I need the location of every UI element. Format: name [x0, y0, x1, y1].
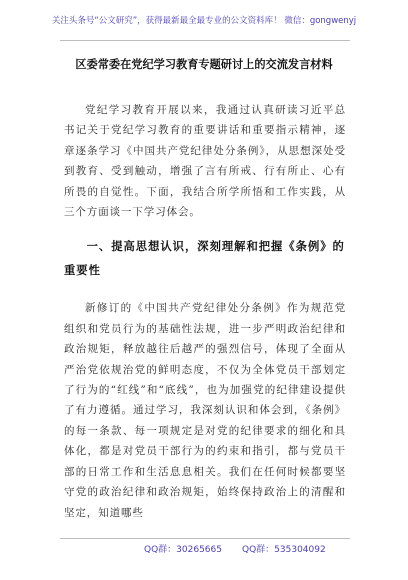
footer-qq-group-2: QQ群：535304092 [242, 545, 326, 555]
header-banner: 关注头条号“公文研究”，获得最新最全最专业的公文资料库！ 微信：gongwenyj [51, 16, 357, 26]
header-divider [60, 40, 350, 41]
document-title: 区委常委在党纪学习教育专题研讨上的交流发言材料 [75, 57, 333, 71]
intro-paragraph: 党纪学习教育开展以来，我通过认真研读习近平总书记关于党纪学习教育的重要讲话和重要指示精神，逐章逐条学习《中国共产党纪律处分条例》，从思想深处受到教育、受到触动，增强了言有所戒、行有所止、心有所畏的自觉性。下面，我结合所学所悟和工作实践，从三个方面谈一下学习体会。 [64, 104, 346, 219]
section-heading: 一、提高思想认识，深刻理解和把握《条例》的重要性 [64, 239, 345, 278]
document-body [64, 100, 346, 523]
footer-qq-group-1: QQ群：30265665 [144, 545, 222, 555]
section-paragraph: 新修订的《中国共产党纪律处分条例》作为规范党组织和党员行为的基础性法规，进一步严明政治纪律和政治规矩，释放越往后越严的强烈信号，体现了全面从严治党依规治党的鲜明态度，不仅为全体党员干部划定了行为的“红线”和“底线”，也为加强党的纪律建设提供了有力遵循。通过学习，我深刻认识和体会到，《条例》的每一条款、每一项规定是对党的纪律要求的细化和具体化，都是对党员干部行为的约束和指引，都与党员干部的日常工作和生活息息相关。我们在任何时候都要坚守党的政治纪律和政治规矩，始终保持政治上的清醒和坚定，知道哪些 [64, 302, 346, 519]
footer-divider [60, 538, 350, 539]
